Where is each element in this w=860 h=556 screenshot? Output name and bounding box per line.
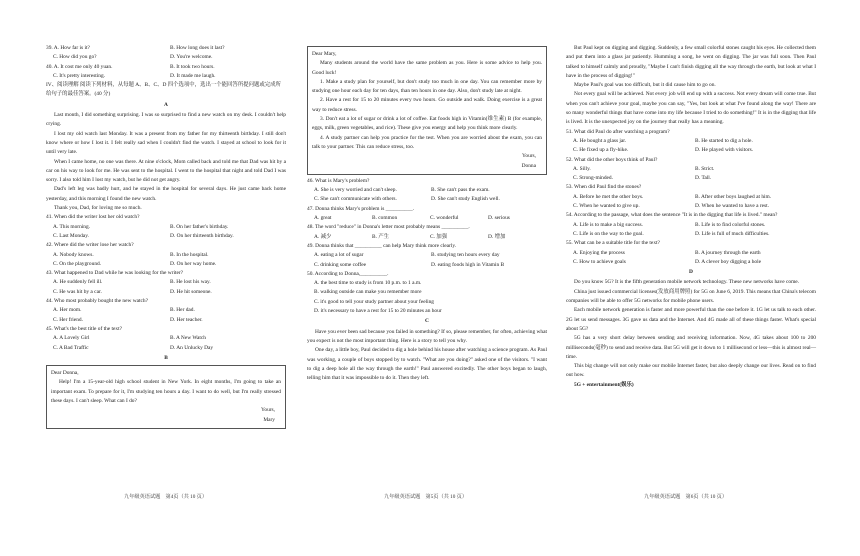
option-a: 40. A. It cost me only 40 yuan. xyxy=(46,63,113,70)
option-d: D. Tall. xyxy=(695,175,712,182)
question-48: 48. The word "reduce" in Donna's letter most probably means __________. xyxy=(307,224,470,231)
question-45: 45. What's the best title of the text? xyxy=(46,325,123,332)
option-b: B. walking outside can make you remember more xyxy=(314,289,422,296)
question-53: 53. When did Paul find the stones? xyxy=(566,184,642,191)
question-43: 43. What happened to Dad while he was looking for the writer? xyxy=(46,270,184,277)
question-40-options-cd xyxy=(46,72,286,81)
passage-c-paragraph: Have you ever been sad because you failed in something? If so, please remember, for often, achieving what you expect is not the most important thing. Here is a story to tell you why. xyxy=(307,328,547,344)
option-d: D. You're welcome. xyxy=(170,54,213,61)
letter-signature: Mary xyxy=(263,416,275,423)
option-b: B. She can't pass the exam. xyxy=(431,187,490,194)
option-b: B. studying ten hours every day xyxy=(431,252,500,259)
question-50: 50. According to Donna,__________. xyxy=(307,270,389,277)
passage-a-paragraph: I lost my old watch last Monday. It was a present from my father for my thirteenth birthday. I still don't know where or how I lost it. I felt really sad when I couldn't find the watch. I stayed at school to look for it until very late. xyxy=(46,130,286,156)
option-c: C. When he wanted to give up. xyxy=(573,203,640,210)
option-b: B. How long does it last? xyxy=(170,45,225,51)
option-b: B. common xyxy=(372,215,398,222)
option-d: D. On her thirteenth birthday. xyxy=(170,232,234,239)
option-a: A. Silly. xyxy=(573,165,591,172)
option-b: B. After other boys laughed at him. xyxy=(695,193,772,200)
passage-d-paragraph: Each mobile network generation is faster and more powerful than the one before it. 1G let us talk to each other. 2G let us send messages. 3G gave us data and the Internet. And 4G made all of these things faster. What's special about 5G? xyxy=(566,307,816,332)
option-a: A. Nobody knows. xyxy=(53,251,94,258)
letter-paragraph: Many students around the world have the same problem as you. Here is some advice to help you. Good luck! xyxy=(312,60,542,76)
option-c: C. He fixed up a fly-hike. xyxy=(573,147,629,154)
option-b: B. It took two hours. xyxy=(170,63,215,70)
option-d: D. An Unlucky Day xyxy=(170,344,214,351)
option-c: C. 加强 xyxy=(430,233,448,240)
passage-a-paragraph: When I came home, no one was there. At nine o'clock, Mom called back and told me that Dad was hit by a car on his way to look for me. He was sent to the hospital. I went to the hospital that night and told Dad I was sorry. I also told him I lost my watch, but he did not get angry. xyxy=(46,158,286,184)
passage-d-subheading: 5G + entertainment(娱乐) xyxy=(574,381,634,388)
option-d: D. Life is full of much difficulties. xyxy=(695,230,770,237)
option-c: C. How did you go? xyxy=(53,54,97,61)
option-b: B. In the hospital. xyxy=(170,251,209,258)
question-51: 51. What did Paul do after watching a program? xyxy=(566,128,670,135)
question-39-options xyxy=(46,44,286,53)
passage-c-paragraph: Not every goal will be achieved. Not every job will end up with a success. Not every dream will come true. But when you can't achieve your goal, maybe you can say, "Yes, but look at what I've found along the way! There are so many wonderful things that have come into my life because I tried to do something!" It is in the digging that life is lived. It is the unexpected joy on the journey that really has a meaning. xyxy=(566,91,816,126)
question-55: 55. What can be a suitable title for the text? xyxy=(566,240,660,247)
option-a: A. She is very worried and can't sleep. xyxy=(314,187,397,194)
page-5-column xyxy=(307,44,547,383)
page-footer: 九年级英语试题 第6页（共 10 页） xyxy=(644,494,728,500)
option-b: B. Her dad. xyxy=(170,307,195,314)
option-a: 39. A. How far is it? xyxy=(46,45,90,51)
letter-from-donna xyxy=(307,46,547,175)
letter-from-mary xyxy=(46,365,286,429)
option-b: B. On her father's birthday. xyxy=(170,223,229,230)
passage-b-heading: B xyxy=(164,354,168,361)
option-a: A. He bought a glass jar. xyxy=(573,137,627,144)
option-c: C. How to achieve goals xyxy=(573,258,626,265)
passage-c-heading: C xyxy=(425,318,429,325)
passage-a-paragraph: Dad's left leg was badly hurt, and he stayed in the hospital for several days. He just came back home yesterday, and this morning I found the new watch. xyxy=(46,186,286,202)
passage-c-paragraph: But Paul kept on digging and digging. Suddenly, a few small colorful stones caught his eyes. He collected them and put them into a glass jar patiently. Humming a song, he went on digging. The jar was full soon. Then Paul talked to himself calmly and proudly, "Maybe I can't finish digging all the way through the earth, but look at what I have in the process of digging!" xyxy=(566,45,816,79)
option-a: A. He suddenly fell ill. xyxy=(53,279,103,286)
option-d: D. He played with visitors. xyxy=(695,147,754,154)
question-52: 52. What did the other boys think of Paul? xyxy=(566,156,658,163)
letter-paragraph: 2. Have a rest for 15 to 20 minutes every two hours. Go outside and walk. Doing exercise is a great way to reduce stress. xyxy=(312,97,542,113)
question-46: 46. What is Mary's problem? xyxy=(307,177,370,184)
option-a: A. great xyxy=(314,215,332,222)
option-d: D. He hit someone. xyxy=(170,288,212,295)
option-b: B. A journey through the earth xyxy=(695,249,761,256)
option-a: A. 减少 xyxy=(314,233,332,240)
option-a: A. the best time to study is from 10 p.m. to 1 a.m. xyxy=(314,280,422,287)
question-49: 49. Donna thinks that __________ can help Mary think more clearly. xyxy=(307,242,457,249)
option-c: C. Last Monday. xyxy=(53,232,89,239)
letter-greeting: Dear Donna, xyxy=(51,370,79,377)
page-4-column xyxy=(46,44,286,431)
option-b: B. He lost his way. xyxy=(170,279,211,286)
option-d: D. it's necessary to have a rest for 15 to 20 minutes an hour xyxy=(314,308,442,315)
page-footer: 九年级英语试题 第4页（共 10 页） xyxy=(124,494,208,500)
page-footer: 九年级英语试题 第5页（共 10 页） xyxy=(384,494,468,500)
option-c: C. On the playground. xyxy=(53,260,102,267)
option-c: C. Her friend. xyxy=(53,316,83,323)
option-b: B. He started to dig a hole. xyxy=(695,137,753,144)
letter-paragraph: 3. Don't eat a lot of sugar or drink a lot of coffee. Eat foods high in Vitamin(维生素) B (for example, eggs, milk, green vegetables, and rice). These give you energy and help you think more clearly. xyxy=(312,116,542,132)
option-a: A. eating a lot of sugar xyxy=(314,252,364,259)
option-a: A. Enjoying the process xyxy=(573,249,625,256)
letter-paragraph: 1. Make a study plan for yourself, but don't study too much in one day. You can remember more by studying one hour each day for ten days, than ten hours in one day. Also, don't study late at night. xyxy=(312,78,542,95)
page-6-column xyxy=(566,44,816,390)
question-44: 44. Who most probably bought the new watch? xyxy=(46,298,149,305)
question-47: 47. Donna thinks Mary's problem is __________. xyxy=(307,205,414,212)
passage-a-heading: A xyxy=(164,101,168,108)
passage-d-paragraph: This big change will not only make our mobile Internet faster, but also deeply change our lives. Read on to find out how. xyxy=(566,363,816,379)
option-a: A. Life is to make a big success. xyxy=(573,221,643,228)
option-c: C. Life is on the way to the goal. xyxy=(573,230,644,237)
option-c: C. It's pretty interesting. xyxy=(53,72,106,79)
question-40-options xyxy=(46,63,286,72)
option-a: A. Her mom. xyxy=(53,307,82,314)
letter-body: Help! I'm a 15-year-old high school student in New York. In eight months, I'm going to take an important exam. To prepare for it, I'm studying ten hours a day. I want to do well, but I'm really stressed these days. I can't sleep. What can I do? xyxy=(51,379,281,404)
question-54: 54. According to the passage, what does the sentence "It is in the digging that life is lived." mean? xyxy=(566,212,778,219)
option-d: D. 增加 xyxy=(488,233,506,240)
letter-closing: Yours, xyxy=(522,153,536,160)
option-c: C. Strong-minded. xyxy=(573,175,613,182)
option-c: C. wonderful xyxy=(430,215,459,222)
passage-d-heading: D xyxy=(689,269,693,276)
passage-d-paragraph: 5G has a very short delay between sending and receiving information. Now, 4G takes about 100 to 200 milliseconds(毫秒) to send and receive data. But 5G will get it down to 1 millisecond or less—this is almost real—time. xyxy=(566,335,816,360)
option-a: A. A Lovely Girl xyxy=(53,335,90,342)
option-d: D. serious xyxy=(488,215,510,222)
letter-closing: Yours, xyxy=(261,407,275,414)
section-4-instructions: IV、阅读理解 阅读下列材料，从每题 A、B、C、D 四个选项中，选出一个能回答所提问题或完成所给句子的最佳答案。(40 分) xyxy=(46,82,281,98)
option-b: B. Strict. xyxy=(695,165,715,172)
option-d: D. A clever boy digging a hole xyxy=(695,258,762,265)
option-c: C. She can't communicate with others. xyxy=(314,196,397,203)
option-b: B. 产生 xyxy=(372,233,390,240)
letter-paragraph: 4. A study partner can help you practice for the test. When you are worried about the exam, you can talk to your partner. This can reduce stress, too. xyxy=(312,134,542,150)
passage-a-paragraph: Thank you, Dad, for loving me so much. xyxy=(54,205,142,212)
question-42: 42. Where did the writer lose her watch? xyxy=(46,242,134,249)
question-39-options-cd xyxy=(46,53,286,62)
option-d: D. Her teacher. xyxy=(170,316,203,323)
passage-c-paragraph: One day, a little boy, Paul decided to dig a hole behind his house after watching a science program. As Paul was working, a couple of boys stopped by to watch. "What are you doing?" asked one of the visitors. "I want to dig a deep hole all the way through the earth!" Paul answered excitedly. The other boys began to laugh, telling him that it was impossible to do it. Then they left. xyxy=(307,347,547,382)
option-a: A. Before he met the other boys. xyxy=(573,193,644,200)
option-b: B. A New Watch xyxy=(170,335,206,342)
option-c: C. A Bad Traffic xyxy=(53,344,89,351)
option-d: D. She can't study English well. xyxy=(431,196,500,203)
option-d: D. eating foods high in Vitamin B xyxy=(431,261,505,268)
option-d: D. On her way home. xyxy=(170,260,217,267)
passage-c-paragraph: Maybe Paul's goal was too difficult, but it did cause him to go on. xyxy=(574,82,716,89)
passage-a-paragraph: Last month, I did something surprising. I was so surprised to find a new watch on my desk. I couldn't help crying. xyxy=(46,112,286,128)
option-b: B. Life is to find colorful stones. xyxy=(695,221,766,228)
passage-d-paragraph: China just issued commercial licenses(发放商用牌照) for 5G on June 6, 2019. This means that China's telecom companies will be able to offer 5G networks for mobile phone users. xyxy=(566,288,816,305)
passage-d-paragraph: Do you know 5G? It is the fifth generation mobile network technology. These new networks have come. xyxy=(574,279,800,286)
letter-greeting: Dear Mary, xyxy=(312,51,337,57)
question-41: 41. When did the writer lost her old watch? xyxy=(46,214,140,221)
option-c: C. He was hit by a car. xyxy=(53,288,102,295)
option-d: D. When he wanted to have a rest. xyxy=(695,203,769,210)
option-c: C. drinking some coffee xyxy=(314,261,366,268)
option-d: D. It made me laugh. xyxy=(170,72,216,79)
letter-signature: Donna xyxy=(521,162,536,169)
option-a: A. This morning. xyxy=(53,223,91,230)
option-c: C. it's good to tell your study partner about your feeling xyxy=(314,298,434,305)
